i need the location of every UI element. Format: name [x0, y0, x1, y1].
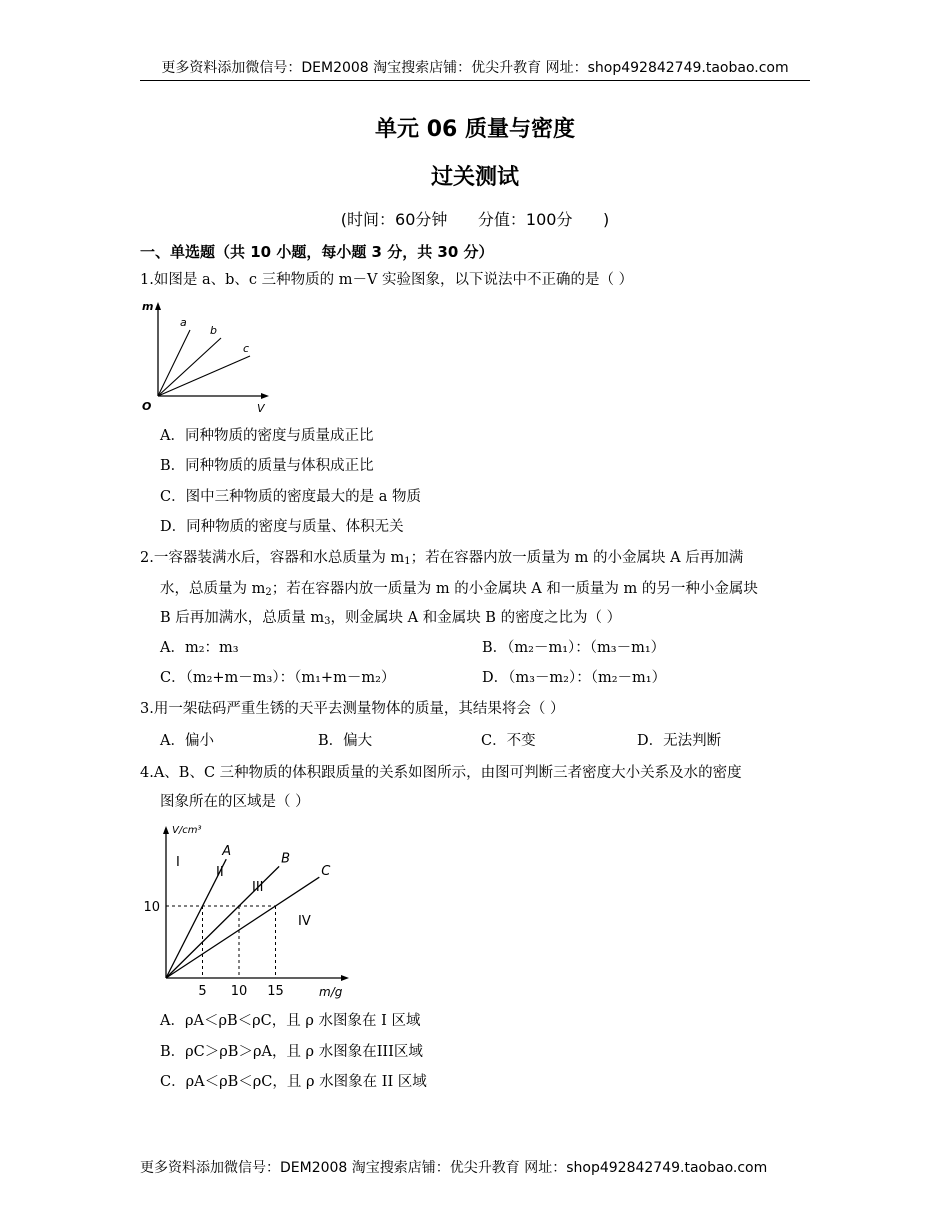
q1-x-label: V	[257, 402, 265, 415]
q3-option-b[interactable]: B．偏大	[318, 733, 373, 749]
q4-xtick-5: 5	[198, 984, 207, 999]
q3-stem: 3.用一架砝码严重生锈的天平去测量物体的质量，其结果将会（ ）	[140, 701, 565, 717]
q2-option-a[interactable]: A．m₂：m₃	[160, 640, 239, 656]
q4-x-label: m/g	[319, 985, 343, 999]
q2-option-d[interactable]: D．（m₃－m₂）：（m₂－m₁）	[482, 670, 667, 686]
section-heading: 一、单选题（共 10 小题，每小题 3 分，共 30 分）	[140, 243, 494, 261]
q4-option-a[interactable]: A．ρA＜ρB＜ρC，且 ρ 水图象在 I 区域	[160, 1013, 421, 1029]
q4-region-3: III	[252, 880, 264, 895]
q1-line-a-label: a	[180, 316, 187, 329]
q4-stem-line2: 图象所在的区域是（ ）	[160, 794, 310, 810]
q4-ytick-10: 10	[143, 900, 160, 915]
q1-origin-label: O	[142, 400, 152, 413]
test-subtitle: 过关测试	[430, 165, 519, 190]
q1-line-b-label: b	[210, 324, 217, 337]
q4-option-b[interactable]: B．ρC＞ρB＞ρA，且 ρ 水图象在III区域	[160, 1044, 423, 1060]
q1-option-c[interactable]: C．图中三种物质的密度最大的是 a 物质	[160, 489, 421, 505]
q2-stem-line2: 水，总质量为 $m_2$；若在容器内放一质量为 m 的小金属块 A 和一质量为 m 的另一种小金属块	[160, 581, 758, 598]
q4-line-label-c: C	[321, 864, 331, 880]
q1-y-label: m	[142, 300, 154, 313]
q4-line-c	[166, 877, 319, 978]
q1-stem: 1.如图是 a、b、c 三种物质的 m－V 实验图象，以下说法中不正确的是（ ）	[140, 272, 634, 288]
q4-region-1: I	[176, 855, 180, 870]
q1-option-d[interactable]: D．同种物质的密度与质量、体积无关	[160, 519, 404, 535]
q4-stem-line1: 4.A、B、C 三种物质的体积跟质量的关系如图所示，由图可判断三者密度大小关系及水的密度	[140, 765, 742, 781]
q2-stem-line3: B 后再加满水，总质量 $m_3$，则金属块 A 和金属块 B 的密度之比为（ ）	[160, 610, 622, 627]
page-header: 更多资料添加微信号：DEM2008 淘宝搜索店铺：优尖升教育 网址：shop492842749.taobao.com	[140, 57, 810, 81]
q1-option-a[interactable]: A．同种物质的密度与质量成正比	[160, 428, 374, 444]
q3-option-a[interactable]: A．偏小	[160, 733, 214, 749]
q4-xtick-10: 10	[230, 984, 248, 999]
q4-option-c[interactable]: C．ρA＜ρB＜ρC，且 ρ 水图象在 II 区域	[160, 1074, 427, 1090]
q4-line-label-a: A	[222, 844, 232, 860]
q4-region-4: IV	[298, 914, 311, 929]
q4-xtick-15: 15	[267, 984, 284, 999]
time-score-info: (时间：60分钟 分值：100分 )	[340, 210, 610, 229]
q1-line-c-label: c	[243, 342, 250, 355]
q2-stem-line1: 2.一容器装满水后，容器和水总质量为 $m_1$；若在容器内放一质量为 m 的小金属块 A 后再加满	[140, 550, 744, 567]
unit-title: 单元 06 质量与密度	[375, 117, 575, 142]
q1-graph	[138, 296, 273, 418]
page-footer: 更多资料添加微信号：DEM2008 淘宝搜索店铺：优尖升教育 网址：shop492842749.taobao.com	[140, 1160, 768, 1176]
q4-y-label: V/cm³	[172, 825, 202, 836]
q4-region-2: II	[216, 865, 224, 880]
q2-option-c[interactable]: C．（m₂+m－m₃）：（m₁+m－m₂）	[160, 670, 396, 686]
q3-option-c[interactable]: C．不变	[481, 733, 536, 749]
q3-option-d[interactable]: D．无法判断	[637, 733, 722, 749]
q4-line-label-b: B	[281, 851, 291, 867]
q2-option-b[interactable]: B．（m₂－m₁）：（m₃－m₁）	[482, 640, 666, 656]
q1-option-b[interactable]: B．同种物质的质量与体积成正比	[160, 458, 374, 474]
q4-chart	[138, 818, 353, 1000]
